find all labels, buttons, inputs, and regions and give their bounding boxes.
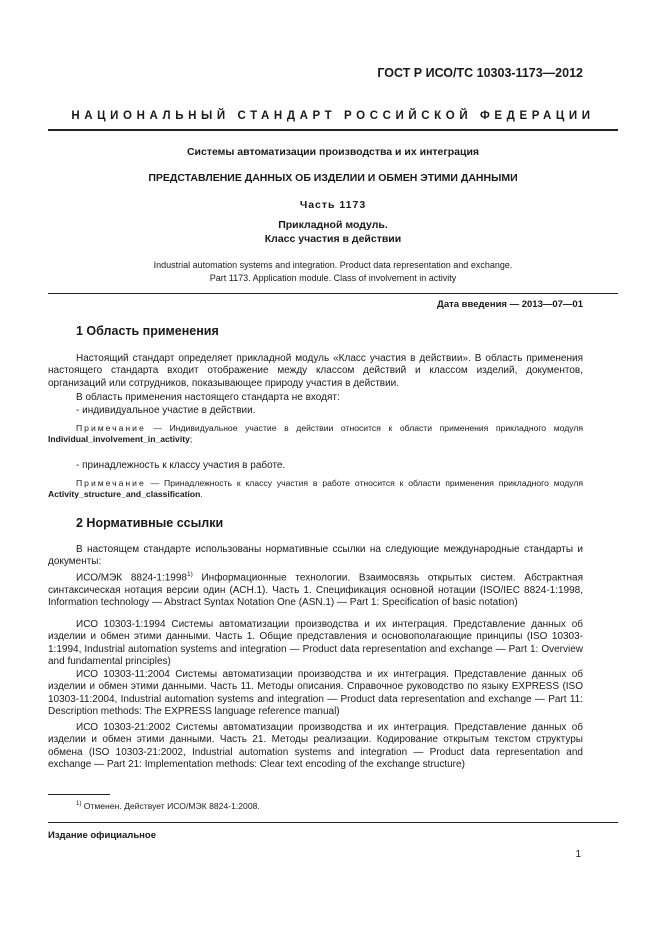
note2-module: Activity_structure_and_classification bbox=[48, 489, 201, 499]
title-part: Часть 1173 bbox=[299, 199, 367, 211]
section1-p2: В область применения настоящего стандарта не входят: bbox=[76, 392, 340, 403]
page-number: 1 bbox=[575, 849, 581, 860]
title-sub1: Прикладной модуль. bbox=[278, 219, 388, 231]
section2-p1: В настоящем стандарте использованы нормативные ссылки на следующие международные стандарты и документы: bbox=[48, 544, 583, 568]
section1-item1: - индивидуальное участие в действии. bbox=[76, 405, 256, 416]
section1-note2 bbox=[48, 478, 583, 500]
title-series: Системы автоматизации производства и их интеграция bbox=[186, 146, 480, 158]
date-rule bbox=[48, 293, 618, 294]
note1-text: — Индивидуальное участие в действии относится к области применения прикладного модуля bbox=[145, 423, 583, 433]
note2-end: . bbox=[200, 489, 203, 499]
ref1-code: ИСО/МЭК 8824-1:1998 bbox=[76, 572, 187, 584]
title-main: ПРЕДСТАВЛЕНИЕ ДАННЫХ ОБ ИЗДЕЛИИ И ОБМЕН ЭТИМИ ДАННЫМИ bbox=[148, 172, 518, 184]
note1-label: Примечание bbox=[76, 423, 146, 433]
national-standard-banner: НАЦИОНАЛЬНЫЙ СТАНДАРТ РОССИЙСКОЙ ФЕДЕРАЦИИ bbox=[71, 110, 595, 122]
section1-item2: - принадлежность к классу участия в работе. bbox=[76, 460, 286, 471]
ref-iso-10303-1: ИСО 10303-1:1994 Системы автоматизации производства и их интеграция. Представление данных об изделии и обмен этими данными. Часть 1. Общие представления и основополагающие принципы (ISO 10303-1:1994, Industrial automation systems and integration — Product data representation and exchange — Part 1: Overview and fundamental principles) bbox=[48, 619, 583, 668]
ref-iso-iec-8824 bbox=[48, 569, 583, 610]
title-en1: Industrial automation systems and integration. Product data representation and exchange. bbox=[153, 260, 513, 270]
footnote-text: Отменен. Действует ИСО/МЭК 8824-1:2008. bbox=[81, 801, 260, 811]
ref-iso-10303-21: ИСО 10303-21:2002 Системы автоматизации производства и их интеграция. Представление данных об изделии и обмен этими данными. Часть 21. Методы реализации. Кодирование открытым текстом структуры обмена (ISO 10303-21:2002, Industrial automation systems and integration — Product data representation and exchange — Part 21: Implementation methods: Clear text encoding of the exchange structure) bbox=[48, 722, 583, 771]
ref-iso-10303-11: ИСО 10303-11:2004 Системы автоматизации производства и их интеграция. Представление данных об изделии и обмен этими данными. Часть 11. Методы описания. Справочное руководство по языку EXPRESS (ISO 10303-11:2004, Industrial automation systems and integration — Product data representation and exchange — Part 11: Description methods: The EXPRESS language reference manual) bbox=[48, 669, 583, 718]
section1-note1 bbox=[48, 423, 583, 445]
section1-p1: Настоящий стандарт определяет прикладной модуль «Класс участия в действии». В область применения настоящего стандарта входит отображение между классом действий и классом изделий, документов, организаций или сотрудников, показывающее природу участия в действии. bbox=[48, 353, 583, 389]
ref1-text: Информационные технологии. Взаимосвязь открытых систем. Абстрактная синтаксическая нотация версии один (АСН.1). Часть 1. Спецификация основной нотации (ISO/IEC 8824-1:1998, Information technology — Abstract Syntax Notation One (ASN.1) — Part 1: Specification of basic notation) bbox=[48, 572, 583, 609]
note1-module: Individual_involvement_in_activity bbox=[48, 434, 190, 444]
note2-label: Примечание bbox=[76, 478, 146, 488]
note2-text: — Принадлежность к классу участия в работе относится к области применения прикладного модуля bbox=[145, 478, 583, 488]
footnote-marker: 1) bbox=[76, 801, 82, 808]
section1-heading: 1 Область применения bbox=[76, 324, 219, 338]
section2-heading: 2 Нормативные ссылки bbox=[76, 516, 224, 530]
header-rule bbox=[48, 129, 618, 131]
note1-end: ; bbox=[189, 434, 193, 444]
intro-date: Дата введения — 2013—07—01 bbox=[437, 299, 583, 310]
footnote-rule bbox=[48, 794, 110, 795]
ref1-footnote-marker: 1) bbox=[186, 571, 193, 578]
footnote bbox=[76, 801, 260, 811]
edition-label: Издание официальное bbox=[48, 830, 156, 841]
bottom-rule bbox=[48, 822, 618, 823]
title-en2: Part 1173. Application module. Class of involvement in activity bbox=[209, 273, 457, 283]
title-sub2: Класс участия в действии bbox=[264, 233, 402, 245]
standard-id: ГОСТ Р ИСО/ТС 10303-1173—2012 bbox=[377, 66, 583, 80]
